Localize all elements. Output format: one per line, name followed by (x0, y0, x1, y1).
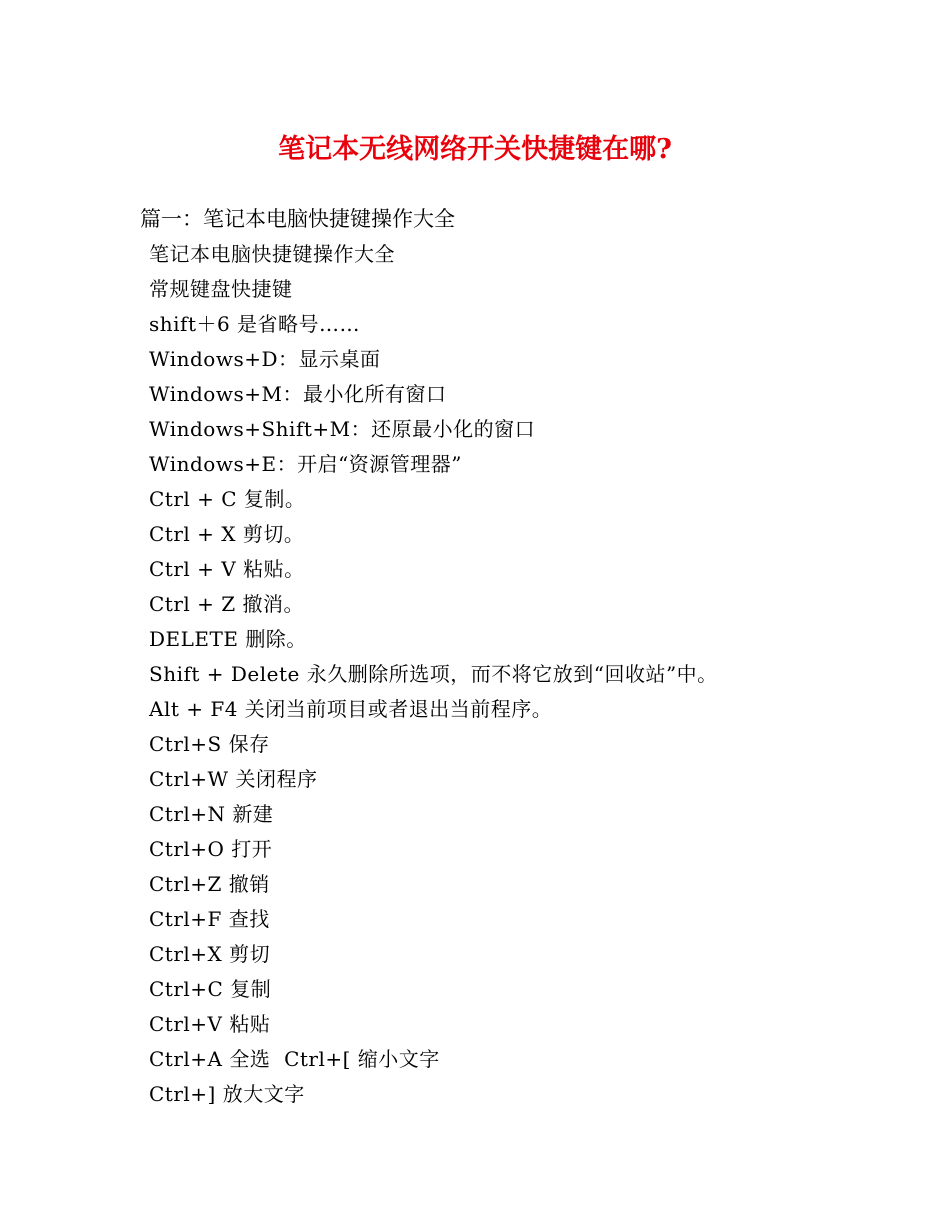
list-item: Windows+D：显示桌面 (149, 347, 381, 371)
list-item: Windows+M：最小化所有窗口 (149, 382, 447, 406)
list-item: Ctrl+W 关闭程序 (149, 767, 318, 791)
list-item: Ctrl + Z 撤消。 (149, 592, 305, 616)
list-item: Alt + F4 关闭当前项目或者退出当前程序。 (149, 697, 553, 721)
shortcut-list (149, 237, 718, 1112)
list-item: 常规键盘快捷键 (149, 277, 293, 301)
list-item: shift＋6 是省略号…… (149, 312, 361, 336)
list-item: Ctrl+F 查找 (149, 907, 270, 931)
list-item: Windows+Shift+M：还原最小化的窗口 (149, 417, 536, 441)
list-item: Shift + Delete 永久删除所选项，而不将它放到“回收站”中。 (149, 662, 718, 686)
list-item: Ctrl+V 粘贴 (149, 1012, 271, 1036)
document-title: 笔记本无线网络开关快捷键在哪? (278, 134, 672, 165)
list-item: Ctrl+A 全选 Ctrl+[ 缩小文字 (149, 1047, 440, 1071)
section-heading: 篇一：笔记本电脑快捷键操作大全 (140, 207, 455, 231)
list-item: Ctrl + C 复制。 (149, 487, 306, 511)
list-item: Ctrl+O 打开 (149, 837, 273, 861)
list-item: Ctrl+] 放大文字 (149, 1082, 305, 1106)
list-item: Ctrl+X 剪切 (149, 942, 271, 966)
list-item: 笔记本电脑快捷键操作大全 (149, 242, 395, 266)
list-item: Ctrl+N 新建 (149, 802, 274, 826)
list-item: Ctrl+S 保存 (149, 732, 270, 756)
list-item: Ctrl + X 剪切。 (149, 522, 305, 546)
list-item: Ctrl+C 复制 (149, 977, 272, 1001)
list-item: Windows+E：开启“资源管理器” (149, 452, 463, 476)
list-item: Ctrl+Z 撤销 (149, 872, 270, 896)
list-item: DELETE 删除。 (149, 627, 307, 651)
list-item: Ctrl + V 粘贴。 (149, 557, 305, 581)
